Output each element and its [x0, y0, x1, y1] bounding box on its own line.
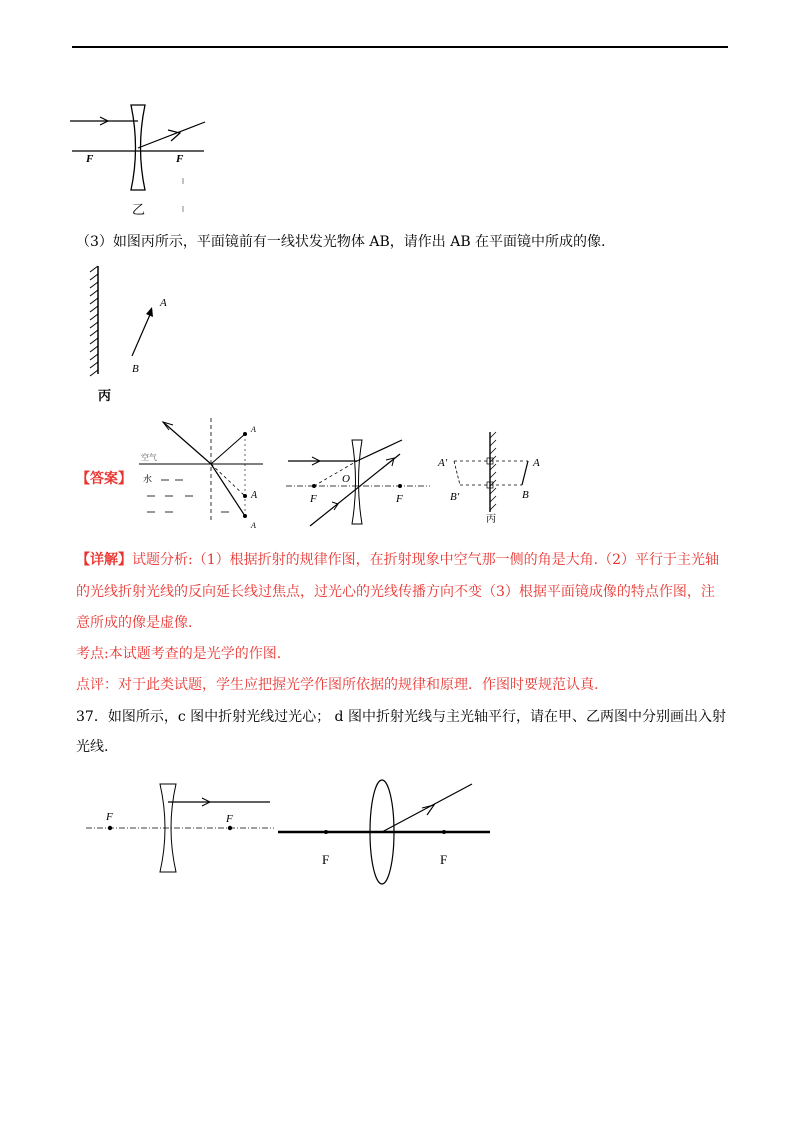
focus-right: [442, 830, 446, 834]
figure-bing-plane-mirror: [84, 262, 204, 402]
focus-right: [228, 826, 232, 830]
focus-left: [324, 830, 328, 834]
refracted-ray-air: [163, 422, 211, 464]
figure-yi-concave-lens: [70, 100, 210, 220]
label-f-right: F: [440, 852, 448, 867]
answer-figure-refraction: [135, 416, 267, 532]
label-a1-top: A: [251, 425, 256, 434]
caption-bing: 丙: [98, 388, 112, 402]
label-water: 水: [143, 474, 153, 484]
answer-figure-concave-lens: [284, 434, 434, 530]
figure-d-convex-lens: [276, 770, 492, 890]
question-3-text: （3）如图丙所示，平面镜前有一线状发光物体 AB，请作出 AB 在平面镜中所成的像.: [76, 234, 606, 250]
detail-text-1: 试题分析:（1）根据折射的规律作图，在折射现象中空气那一侧的角是大角.（2）平行于主光轴: [132, 552, 719, 568]
object-arrowhead: [146, 307, 153, 317]
detail-line-2: 的光线折射光线的反向延长线过焦点，过光心的光线传播方向不变（3）根据平面镜成像的特点作图，注: [76, 584, 715, 600]
point-a1: [243, 494, 247, 498]
label-a-prime: A': [438, 457, 448, 469]
focus-right: [398, 484, 402, 488]
label-f-left: F: [86, 153, 94, 165]
question-37-line-1: 37．如图所示，c 图中折射光线过光心； d 图中折射光线与主光轴平行，请在甲、乙两图中分别画出入射: [76, 709, 726, 725]
question-37-line-2: 光线.: [76, 739, 109, 755]
detail-tag: 【详解】: [76, 552, 132, 568]
answer-tag: 【答案】: [76, 471, 132, 487]
label-b-prime: B': [450, 491, 460, 503]
mirror-hatching: [490, 432, 496, 510]
label-f-left: F: [322, 852, 330, 867]
refracted-ray: [382, 784, 472, 832]
caption-yi: 乙: [132, 202, 146, 217]
label-a: A: [533, 457, 540, 469]
label-air: 空气: [141, 453, 157, 462]
point-a2: [243, 514, 247, 518]
label-a: A: [160, 297, 167, 309]
label-b: B: [132, 363, 139, 375]
detail-line-1: [76, 550, 719, 570]
image-a-b: [454, 461, 460, 485]
incident-ray-water: [211, 464, 245, 516]
label-a1: A: [251, 490, 258, 501]
label-f-right: F: [226, 813, 233, 825]
mirror-hatching: [90, 266, 98, 376]
reflected-ray: [211, 434, 245, 464]
object-ab: [132, 310, 152, 356]
dianping-line: 点评：对于此类试题，学生应把握光学作图所依据的规律和原理．作图时要规范认真.: [76, 677, 599, 693]
kaodian-line: 考点:本试题考查的是光学的作图.: [76, 646, 282, 662]
label-b: B: [522, 489, 529, 501]
label-f-right: F: [176, 153, 184, 165]
point-a1-top: [243, 432, 247, 436]
detail-line-3: 意所成的像是虚像.: [76, 615, 193, 631]
refracted-ray: [138, 122, 205, 148]
label-o: O: [342, 473, 350, 485]
label-a2: A: [251, 521, 256, 530]
focus-left: [108, 826, 112, 830]
label-f-left: F: [106, 811, 113, 823]
figure-c-concave-lens: [84, 780, 276, 880]
concave-lens: [352, 440, 362, 524]
dashed-ray: [211, 464, 245, 496]
label-f-right: F: [396, 493, 403, 505]
answer-figure-plane-mirror: [434, 428, 554, 524]
header-rule: [72, 46, 728, 48]
water-dashes: [147, 480, 229, 512]
caption-bing: 丙: [486, 514, 496, 524]
virtual-extension: [314, 461, 357, 486]
object-ab: [522, 461, 528, 485]
focus-left: [312, 484, 316, 488]
label-f-left: F: [310, 493, 317, 505]
